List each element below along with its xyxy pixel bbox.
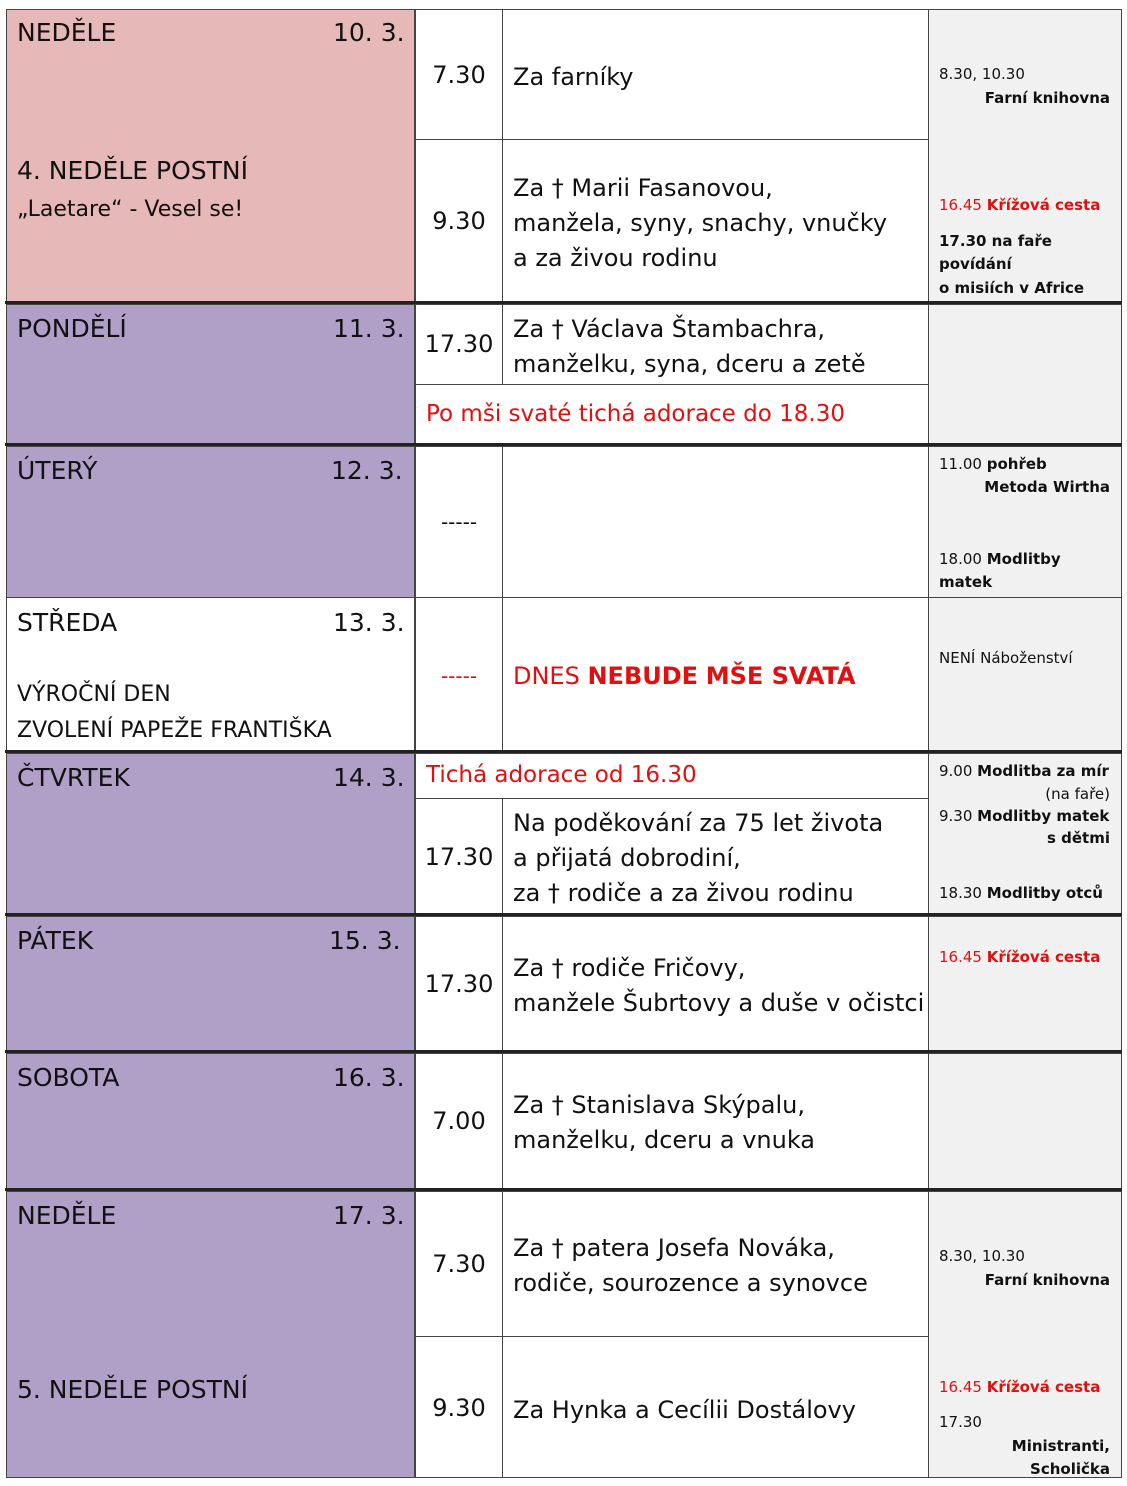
mass-time: 17.30 [424, 843, 494, 871]
intention-line: manželku, syna, dceru a zetě [513, 350, 866, 378]
event-subtitle: ZVOLENÍ PAPEŽE FRANTIŠKA [17, 718, 332, 743]
note-time: 16.45 [939, 948, 987, 966]
note-time: 16.45 [939, 196, 987, 214]
liturgical-title: 4. NEDĚLE POSTNÍ [17, 156, 248, 185]
day-name: NEDĚLE [17, 1201, 117, 1230]
intention-line: Za † patera Josefa Nováka, [513, 1234, 835, 1262]
no-mass-notice [513, 662, 856, 690]
note-text: Křížová cesta [986, 196, 1101, 214]
note-time: 18.30 [939, 884, 987, 902]
day-date: 15. 3. [329, 926, 401, 955]
event-title: VÝROČNÍ DEN [17, 682, 171, 707]
day-name: PONDĚLÍ [17, 314, 127, 343]
intention-line: rodiče, sourozence a synovce [513, 1269, 868, 1297]
intention-line: a za živou rodinu [513, 244, 718, 272]
mass-time: 17.30 [424, 970, 494, 998]
intention-line: manželku, dceru a vnuka [513, 1126, 816, 1154]
mass-time: ----- [440, 510, 478, 534]
note-line: 17.30 [939, 1413, 982, 1431]
day-date: 11. 3. [333, 314, 405, 343]
note-line: 8.30, 10.30 [939, 65, 1025, 83]
adoration-note: Tichá adorace od 16.30 [426, 762, 697, 788]
note-text: Modlitby matek [977, 807, 1110, 825]
mass-intention [513, 951, 924, 1021]
note-line: matek [939, 573, 993, 591]
mass-intention [513, 312, 866, 382]
mass-time: 7.00 [432, 1107, 486, 1135]
mass-time: 9.30 [432, 207, 486, 235]
liturgical-subtitle: „Laetare“ - Vesel se! [17, 197, 244, 222]
note-line: Farní knihovna [984, 1271, 1110, 1289]
notice-text: DNES [513, 662, 588, 690]
note-line: s dětmi [1046, 829, 1110, 847]
note-line: 8.30, 10.30 [939, 1247, 1025, 1265]
day-name: STŘEDA [17, 608, 118, 637]
day-cell-sun17 [6, 1191, 415, 1478]
note-time: 18.00 [939, 550, 987, 568]
day-date: 10. 3. [333, 18, 405, 47]
mass-time: 17.30 [424, 330, 494, 358]
day-date: 12. 3. [331, 456, 403, 485]
day-name: ÚTERÝ [17, 456, 98, 485]
intention-cell [502, 446, 929, 598]
day-name: SOBOTA [17, 1063, 120, 1092]
notice-text-bold: MŠE SVATÁ [705, 662, 856, 690]
note-time: 11.00 [939, 455, 987, 473]
day-name: ČTVRTEK [17, 763, 130, 792]
note-line [939, 453, 1047, 476]
note-text: Modlitba za mír [977, 762, 1109, 780]
notice-text-bold: NEBUDE [587, 662, 699, 690]
intention-line: Za † Václava Štambachra, [513, 315, 826, 343]
intention-line: Za † rodiče Fričovy, [513, 954, 746, 982]
mass-intention [513, 171, 887, 276]
note-text: pohřeb [986, 455, 1047, 473]
intention-line: Za † Stanislava Skýpalu, [513, 1091, 805, 1119]
note-line: o misiích v Africe [939, 279, 1085, 297]
intention-line: manžela, syny, snachy, vnučky [513, 209, 888, 237]
note-time: 16.45 [939, 1378, 987, 1396]
note-line: Ministranti, Scholička [1011, 1437, 1110, 1478]
note-line: Metoda Wirtha [984, 478, 1110, 496]
day-date: 16. 3. [333, 1063, 405, 1092]
day-name: NEDĚLE [17, 18, 117, 47]
mass-time: 7.30 [432, 61, 486, 89]
note-line: (na faře) [1045, 785, 1110, 803]
intention-line: Za † Marii Fasanovou, [513, 174, 773, 202]
note-text: Křížová cesta [986, 1378, 1101, 1396]
intention-line: a přijatá dobrodiní, [513, 844, 741, 872]
note-line [939, 548, 1061, 571]
note-line: Farní knihovna [984, 89, 1110, 107]
note-line: povídání [939, 255, 1012, 273]
mass-intention [513, 1231, 868, 1301]
note-text: Modlitby otců [986, 884, 1103, 902]
mass-intention: Za farníky [513, 63, 634, 91]
liturgical-title: 5. NEDĚLE POSTNÍ [17, 1375, 248, 1404]
mass-time: ----- [440, 664, 478, 688]
note-line [939, 805, 1109, 828]
note-line: NENÍ Náboženství [939, 649, 1073, 667]
intention-line: manžele Šubrtovy a duše v očistci [513, 989, 925, 1017]
note-text: Křížová cesta [986, 948, 1101, 966]
day-date: 17. 3. [333, 1201, 405, 1230]
note-line [939, 1376, 1100, 1399]
adoration-note: Po mši svaté tichá adorace do 18.30 [426, 401, 845, 427]
note-text: Modlitby [986, 550, 1061, 568]
notes-cell [928, 304, 1122, 444]
mass-intention [513, 1088, 815, 1158]
day-date: 13. 3. [333, 608, 405, 637]
note-time: 9.30 [939, 807, 978, 825]
note-line [939, 946, 1100, 969]
note-line [939, 194, 1100, 217]
note-line: 17.30 na faře [939, 232, 1052, 250]
mass-time: 7.30 [432, 1250, 486, 1278]
notes-cell [928, 1053, 1122, 1189]
mass-intention: Za Hynka a Cecílii Dostálovy [513, 1396, 856, 1424]
note-line [939, 760, 1109, 783]
note-line [939, 882, 1103, 905]
notice-space [698, 662, 706, 690]
notes-cell [928, 916, 1122, 1051]
intention-line: Na poděkování za 75 let života [513, 809, 884, 837]
day-name: PÁTEK [17, 926, 94, 955]
mass-intention [513, 806, 883, 911]
intention-line: za † rodiče a za živou rodinu [513, 879, 854, 907]
mass-time: 9.30 [432, 1394, 486, 1422]
day-date: 14. 3. [333, 763, 405, 792]
note-time: 9.00 [939, 762, 978, 780]
notes-cell [928, 597, 1122, 751]
